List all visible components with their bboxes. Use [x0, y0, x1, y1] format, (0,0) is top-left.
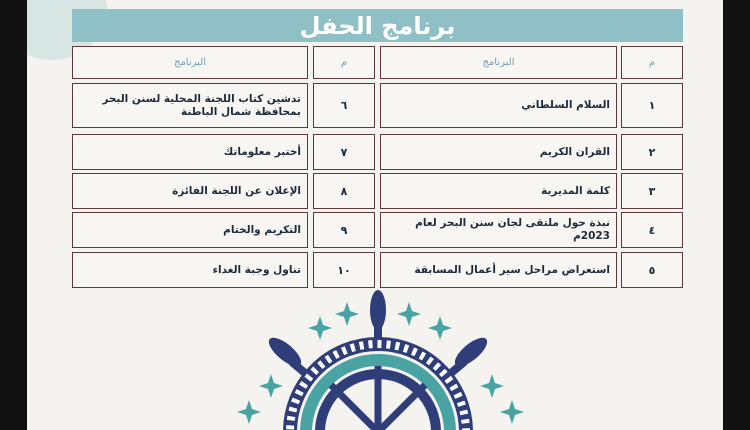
right-dark-margin — [723, 0, 750, 430]
right-row-1-num: ١ — [621, 83, 683, 128]
right-row-3-program: كلمة المديرية — [380, 173, 617, 209]
left-row-8-num: ٨ — [313, 173, 375, 209]
right-row-1-program: السلام السلطاني — [380, 83, 617, 128]
right-row-2-program: القران الكريم — [380, 134, 617, 170]
right-row-3-num: ٣ — [621, 173, 683, 209]
left-header-num: م — [313, 46, 375, 79]
left-dark-margin — [0, 0, 27, 430]
right-row-4-num: ٤ — [621, 212, 683, 248]
left-row-10-program: تناول وجبة الغداء — [72, 252, 308, 288]
right-header-program: البرنامج — [380, 46, 617, 79]
left-row-6-num: ٦ — [313, 83, 375, 128]
left-row-10-num: ١٠ — [313, 252, 375, 288]
page-title: برنامج الحفل — [299, 11, 456, 40]
left-row-9-num: ٩ — [313, 212, 375, 248]
left-row-7-num: ٧ — [313, 134, 375, 170]
right-row-5-num: ٥ — [621, 252, 683, 288]
right-row-4-program: نبذة حول ملتقى لجان سنن البحر لعام 2023م — [380, 212, 617, 248]
left-row-7-program: أختبر معلوماتك — [72, 134, 308, 170]
left-header-program: البرنامج — [72, 46, 308, 79]
left-row-8-program: الإعلان عن اللجنة الفائزة — [72, 173, 308, 209]
left-row-9-program: التكريم والختام — [72, 212, 308, 248]
right-row-5-program: استعراض مراحل سير أعمال المسابقة — [380, 252, 617, 288]
ship-wheel-emblem — [27, 0, 723, 430]
right-header-num: م — [621, 46, 683, 79]
left-row-6-program: تدشين كتاب اللجنة المحلية لسنن البحر بمحافظة شمال الباطنة — [72, 83, 308, 128]
document-page — [27, 0, 723, 430]
right-row-2-num: ٢ — [621, 134, 683, 170]
